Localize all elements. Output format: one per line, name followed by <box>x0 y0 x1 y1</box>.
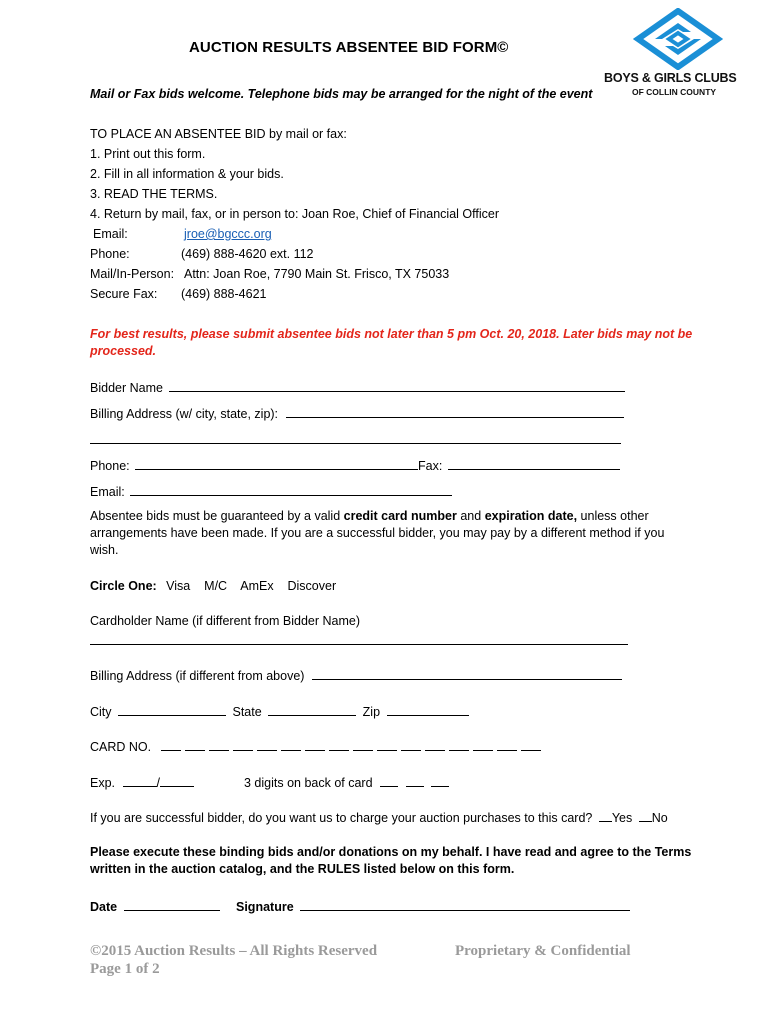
guarantee-text-3: wish. <box>90 543 119 557</box>
logo-line2: OF COLLIN COUNTY <box>632 87 717 97</box>
bidder-name-field[interactable] <box>90 379 625 395</box>
footer-proprietary: Proprietary & Confidential <box>455 943 631 959</box>
date-field[interactable] <box>90 898 220 914</box>
card-digit-slot[interactable] <box>353 738 373 751</box>
email-label: Email: <box>93 227 128 241</box>
zip-line[interactable] <box>387 703 469 716</box>
fax-field-label: Fax: <box>418 459 443 473</box>
footer-page-number: Page 1 of 2 <box>90 961 160 977</box>
zip-label: Zip <box>362 705 381 719</box>
deadline-notice: For best results, please submit absentee bids not later than 5 pm Oct. 20, 2018. Later bids may not be <box>90 327 693 341</box>
fax-line[interactable] <box>448 457 620 470</box>
mail-value: Attn: Joan Roe, 7790 Main St. Frisco, TX 75033 <box>184 267 450 281</box>
phone-value: (469) 888-4620 ext. 112 <box>181 247 314 261</box>
guarantee-text: Absentee bids must be guaranteed by a valid credit card number and expiration date, unless other <box>90 509 649 523</box>
bidder-name-line[interactable] <box>169 379 625 392</box>
phone-field[interactable] <box>90 457 418 473</box>
card-number-row <box>90 738 541 754</box>
cardholder-label: Cardholder Name (if different from Bidder Name) <box>90 614 361 628</box>
charge-question-row <box>90 809 668 825</box>
agreement-text-2: written in the auction catalog, and the RULES listed below on this form. <box>90 862 515 876</box>
instructions-intro: TO PLACE AN ABSENTEE BID by mail or fax: <box>90 127 347 141</box>
state-line[interactable] <box>268 703 356 716</box>
exp-year-line[interactable] <box>160 774 194 787</box>
billing-address-label: Billing Address (w/ city, state, zip): <box>90 407 279 421</box>
card-digit-slot[interactable] <box>521 738 541 751</box>
circle-one-label: Circle One: <box>90 579 157 593</box>
card-digit-slot[interactable] <box>329 738 349 751</box>
email-link[interactable]: jroe@bgccc.org <box>184 227 272 241</box>
card-number-slots[interactable] <box>157 740 541 754</box>
card-digit-slot[interactable] <box>281 738 301 751</box>
phone-field-label: Phone: <box>90 459 130 473</box>
phone-line[interactable] <box>135 457 418 470</box>
card-number-label: CARD NO. <box>90 740 152 754</box>
phone-label: Phone: <box>90 247 130 261</box>
billing-address-line-2[interactable] <box>90 431 621 447</box>
email-field[interactable] <box>90 483 452 499</box>
card-digit-slot[interactable] <box>257 738 277 751</box>
billing-address-line[interactable] <box>286 405 624 418</box>
signature-line[interactable] <box>300 898 630 911</box>
date-label: Date <box>90 900 118 914</box>
city-state-zip-row <box>90 703 469 719</box>
fax-label: Secure Fax: <box>90 287 158 301</box>
card-digit-slot[interactable] <box>497 738 517 751</box>
signature-label: Signature <box>236 900 294 914</box>
card-digit-slot[interactable] <box>401 738 421 751</box>
logo-line1: BOYS & GIRLS CLUBS <box>604 71 737 85</box>
city-label: City <box>90 705 112 719</box>
bidder-name-label: Bidder Name <box>90 381 163 395</box>
subtitle: Mail or Fax bids welcome. Telephone bids may be arranged for the night of the event <box>90 87 593 101</box>
card-digit-slot[interactable] <box>305 738 325 751</box>
footer-copyright: ©2015 Auction Results – All Rights Reserved <box>90 943 378 959</box>
date-line[interactable] <box>124 898 220 911</box>
fax-value: (469) 888-4621 <box>181 287 267 301</box>
instruction-step: 2. Fill in all information & your bids. <box>90 167 284 181</box>
card-digit-slot[interactable] <box>209 738 229 751</box>
card-type-options[interactable]: Visa M/C AmEx Discover <box>166 579 337 593</box>
billing-alt-line[interactable] <box>312 667 622 680</box>
card-digit-slot[interactable] <box>161 738 181 751</box>
cardholder-line[interactable] <box>90 632 628 648</box>
billing-address-field[interactable] <box>90 405 624 421</box>
card-type-row <box>90 579 336 593</box>
boys-girls-clubs-logo-icon <box>633 8 723 70</box>
card-digit-slot[interactable] <box>233 738 253 751</box>
card-digit-slot[interactable] <box>425 738 445 751</box>
card-digit-slot[interactable] <box>473 738 493 751</box>
cvv-row <box>244 774 449 790</box>
card-digit-slot[interactable] <box>185 738 205 751</box>
email-field-label: Email: <box>90 485 125 499</box>
email-line[interactable] <box>130 483 452 496</box>
no-checkbox-line[interactable] <box>639 809 652 822</box>
cvv-label: 3 digits on back of card <box>244 776 373 790</box>
exp-month-line[interactable] <box>123 774 157 787</box>
charge-question: If you are successful bidder, do you want us to charge your auction purchases to this card? <box>90 811 593 825</box>
yes-label: Yes <box>611 811 633 825</box>
deadline-notice-cont: processed. <box>90 344 157 358</box>
logo <box>600 8 760 98</box>
state-label: State <box>232 705 262 719</box>
mail-label: Mail/In-Person: <box>90 267 175 281</box>
fax-field[interactable] <box>418 457 620 473</box>
page-title: AUCTION RESULTS ABSENTEE BID FORM© <box>189 39 509 56</box>
yes-checkbox-line[interactable] <box>599 809 612 822</box>
billing-alt-label: Billing Address (if different from above) <box>90 669 305 683</box>
expiration-row <box>90 774 194 790</box>
no-label: No <box>651 811 668 825</box>
card-digit-slot[interactable] <box>377 738 397 751</box>
exp-separator: / <box>156 776 160 790</box>
cvv-slot[interactable] <box>380 774 398 787</box>
cvv-slot[interactable] <box>431 774 449 787</box>
cvv-slot[interactable] <box>406 774 424 787</box>
card-digit-slot[interactable] <box>449 738 469 751</box>
city-line[interactable] <box>118 703 226 716</box>
instruction-step: 4. Return by mail, fax, or in person to: Joan Roe, Chief of Financial Officer <box>90 207 499 221</box>
exp-label: Exp. <box>90 776 116 790</box>
billing-alt-field[interactable] <box>90 667 622 683</box>
signature-field[interactable] <box>236 898 630 914</box>
instruction-step: 3. READ THE TERMS. <box>90 187 218 201</box>
instruction-step: 1. Print out this form. <box>90 147 206 161</box>
agreement-text: Please execute these binding bids and/or donations on my behalf. I have read and agree to the Terms <box>90 845 692 859</box>
guarantee-text-2: arrangements have been made. If you are a successful bidder, you may pay by a different method if you <box>90 526 665 540</box>
